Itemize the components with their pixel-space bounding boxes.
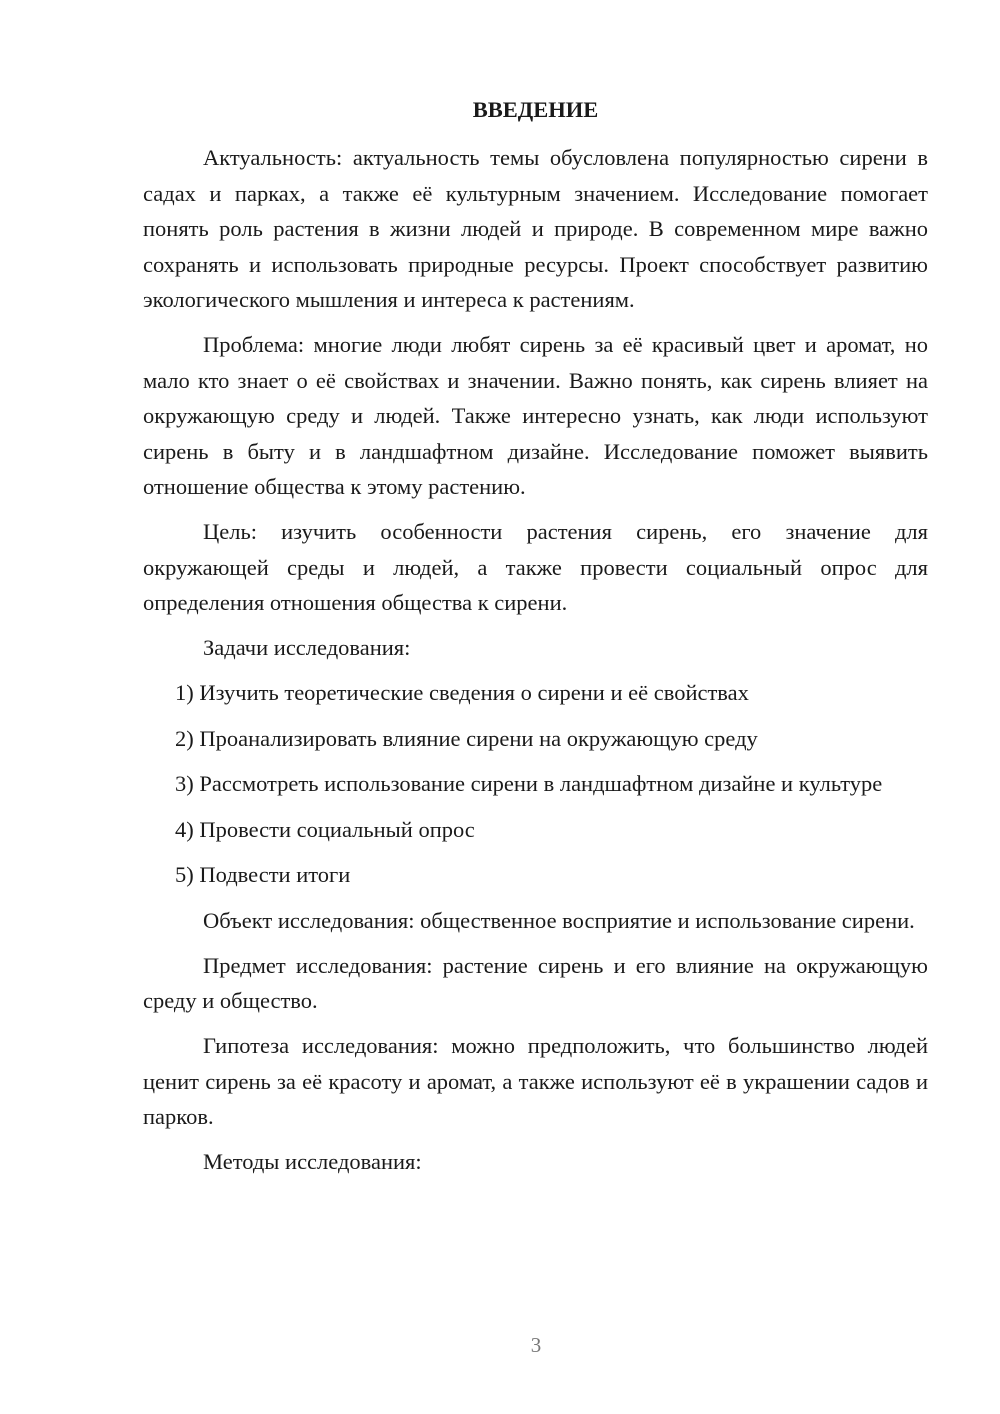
paragraph-tasks-heading: Задачи исследования: [203,635,411,660]
document-body [143,92,928,1189]
paragraph-hypothesis: Гипотеза исследования: можно предположить, что большинство людей ценит сирень за её красоту и аромат, а также используют её в украшении садов и парков. [143,1033,928,1129]
task-item-4: 4) Провести социальный опрос [175,816,475,842]
paragraph-relevance: Актуальность: актуальность темы обусловлена популярностью сирени в садах и парках, а также её культурным значением. Исследование помогает понять роль растения в жизни людей и природе. В современном мире важно сохранять и использовать природные ресурсы. Проект способствует развитию экологического мышления и интереса к растениям. [143,145,928,312]
paragraph-subject: Предмет исследования: растение сирень и его влияние на окружающую среду и общество. [143,952,928,1013]
paragraph-methods-heading: Методы исследования: [203,1149,422,1174]
task-item-2: 2) Проанализировать влияние сирени на окружающую среду [175,725,758,751]
page-title: ВВЕДЕНИЕ [472,97,599,122]
task-item-5: 5) Подвести итоги [175,862,351,887]
page-number: 3 [530,1333,542,1357]
task-item-1: 1) Изучить теоретические сведения о сирени и её свойствах [175,680,749,705]
paragraph-object: Объект исследования: общественное восприятие и использование сирени. [203,907,915,933]
task-item-3: 3) Рассмотреть использование сирени в ландшафтном дизайне и культуре [175,771,883,796]
paragraph-problem: Проблема: многие люди любят сирень за её красивый цвет и аромат, но мало кто знает о её свойствах и значении. Важно понять, как сирень влияет на окружающую среду и людей. Также интересно узнать, как люди используют сирень в быту и в ландшафтном дизайне. Исследование поможет выявить отношение общества к этому растению. [143,332,928,499]
paragraph-goal: Цель: изучить особенности растения сирень, его значение для окружающей среды и людей, а также провести социальный опрос для определения отношения общества к сирени. [143,519,928,615]
